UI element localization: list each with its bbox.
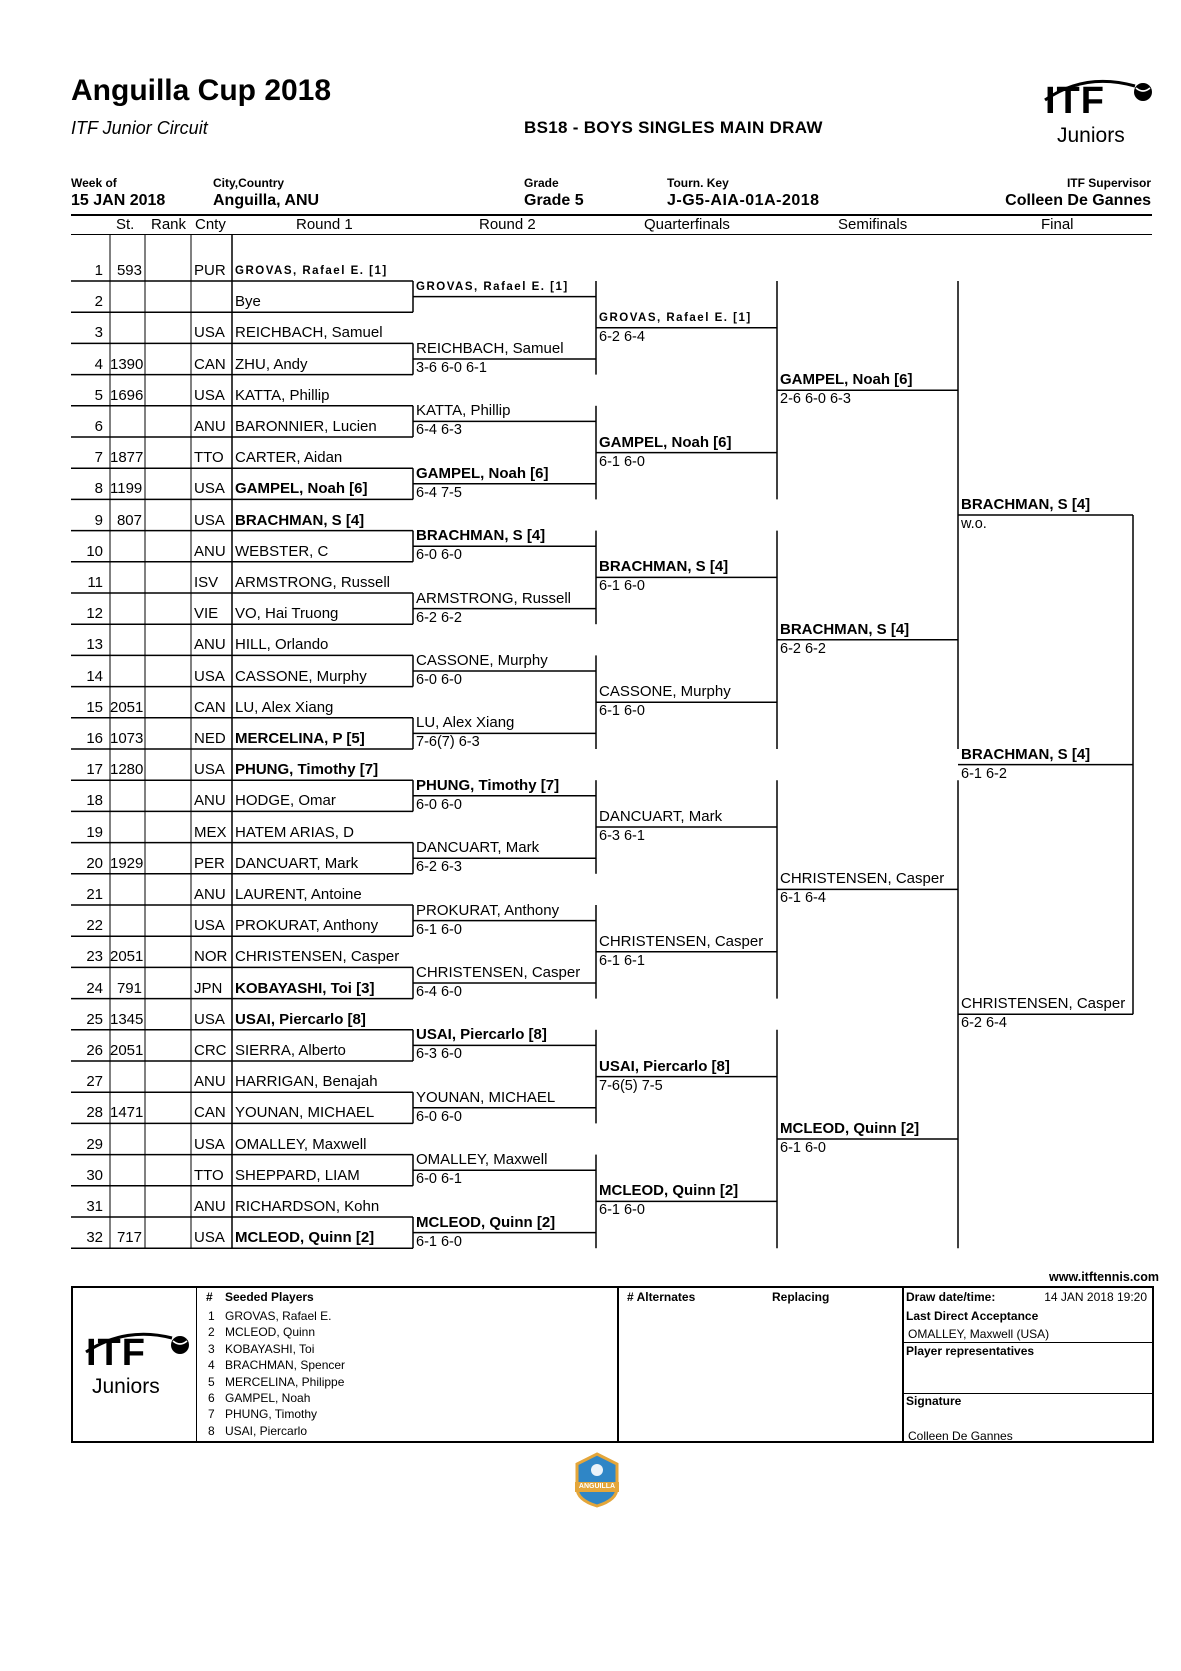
round2-score: 6-4 6-3 [416, 422, 462, 439]
round1-player: YOUNAN, MICHAEL [235, 1104, 375, 1122]
player-country: ANU [194, 792, 226, 810]
round1-player: ARMSTRONG, Russell [235, 574, 391, 591]
player-country: JPN [194, 979, 223, 997]
player-country: USA [194, 1135, 225, 1153]
draw-date-value: 14 JAN 2018 19:20 [1044, 1290, 1147, 1304]
draw-position: 19 [86, 823, 103, 841]
draw-position: 2 [94, 293, 103, 311]
draw-position: 16 [86, 730, 103, 747]
round2-player: MCLEOD, Quinn [2] [416, 1213, 556, 1231]
city-label: City,Country [213, 176, 285, 190]
player-country: TTO [194, 1166, 224, 1184]
player-rank: 1280 [110, 761, 144, 779]
draw-position: 26 [86, 1042, 103, 1059]
quarterfinals-score: 6-2 6-4 [599, 328, 645, 345]
col-round2: Round 2 [479, 216, 536, 233]
col-final: Final [1041, 216, 1074, 233]
anguilla-cup-badge [573, 1452, 621, 1508]
quarterfinals-player: GROVAS, Rafael E. [1] [599, 311, 752, 324]
player-country: CRC [194, 1042, 227, 1059]
player-country: USA [194, 386, 225, 404]
round2-score: 6-4 6-0 [416, 984, 462, 1000]
draw-position: 1 [94, 262, 103, 279]
player-rank: 717 [116, 1229, 142, 1247]
round1-player: HARRIGAN, Benajah [235, 1073, 378, 1091]
supervisor-label: ITF Supervisor [1066, 176, 1151, 190]
player-country: ANU [194, 636, 226, 654]
final-score: 6-2 6-4 [961, 1015, 1007, 1032]
seed-number: 6 [208, 1391, 215, 1405]
round2-score: 6-4 7-5 [416, 484, 462, 501]
draw-position: 24 [86, 979, 103, 997]
round1-player: BARONNIER, Lucien [235, 418, 377, 435]
reps-label: Player representatives [906, 1344, 1035, 1358]
seed-number: 4 [208, 1358, 215, 1373]
player-rank: 791 [116, 979, 142, 997]
round1-player: HILL, Orlando [235, 636, 329, 654]
draw-position: 27 [86, 1073, 103, 1091]
player-country: USA [194, 1010, 225, 1028]
player-rank: 1073 [110, 730, 144, 747]
final-score: w.o. [961, 516, 987, 532]
player-country: ANU [194, 418, 226, 435]
round1-player: RICHARDSON, Kohn [235, 1198, 380, 1215]
round1-player: GAMPEL, Noah [6] [235, 480, 368, 498]
col-rank: Rank [151, 216, 187, 233]
draw-position: 21 [86, 886, 103, 903]
seed-number: 3 [208, 1341, 215, 1356]
round2-score: 6-0 6-0 [416, 1108, 462, 1125]
quarterfinals-player: CASSONE, Murphy [599, 683, 731, 701]
player-rank: 1345 [110, 1010, 144, 1028]
round2-score: 6-1 6-0 [416, 921, 462, 938]
round2-score: 6-0 6-0 [416, 796, 462, 813]
round2-player: ARMSTRONG, Russell [416, 589, 572, 607]
draw-name: BS18 - BOYS SINGLES MAIN DRAW [524, 118, 823, 137]
footer-juniors-text: Juniors [92, 1375, 160, 1398]
player-country: NED [194, 730, 226, 747]
round1-player: REICHBACH, Samuel [235, 324, 383, 342]
player-rank: 1696 [110, 386, 144, 404]
seed-name: GAMPEL, Noah [225, 1391, 311, 1405]
col-st: St. [116, 216, 135, 233]
round2-score: 6-0 6-0 [416, 672, 462, 688]
replacing-title: Replacing [772, 1290, 830, 1304]
player-rank: 2051 [110, 698, 144, 716]
round1-player: SHEPPARD, LIAM [235, 1166, 360, 1184]
lda-label: Last Direct Acceptance [906, 1309, 1039, 1323]
player-country: PUR [194, 262, 226, 279]
itf-logo-text: ITF [1045, 80, 1105, 122]
semifinals-score: 6-2 6-2 [780, 640, 826, 657]
seed-name: MERCELINA, Philippe [225, 1374, 345, 1389]
footer-divider-2 [617, 1286, 619, 1443]
quarterfinals-player: DANCUART, Mark [599, 808, 723, 825]
seed-name: USAI, Piercarlo [225, 1423, 308, 1438]
round1-player: LU, Alex Xiang [235, 698, 334, 716]
player-rank: 593 [116, 262, 142, 279]
round2-player: CHRISTENSEN, Casper [416, 964, 581, 981]
draw-position: 14 [86, 667, 103, 685]
seeded-title: Seeded Players [225, 1290, 314, 1304]
city-value: Anguilla, ANU [213, 192, 320, 209]
player-rank: 1390 [110, 355, 144, 373]
seed-name: MCLEOD, Quinn [225, 1325, 316, 1340]
quarterfinals-player: BRACHMAN, S [4] [599, 558, 729, 576]
round2-player: USAI, Piercarlo [8] [416, 1026, 547, 1044]
round2-score: 6-0 6-0 [416, 547, 462, 564]
seed-name: KOBAYASHI, Toi [225, 1341, 315, 1356]
draw-position: 8 [94, 480, 103, 498]
draw-position: 17 [86, 761, 103, 779]
player-rank: 1929 [110, 854, 144, 872]
player-country: NOR [194, 948, 228, 966]
player-country: ANU [194, 886, 226, 903]
round2-score: 6-1 6-0 [416, 1233, 462, 1250]
footer-itf-text: ITF [86, 1332, 146, 1374]
col-quarterfinals: Quarterfinals [644, 216, 730, 233]
col-round1: Round 1 [296, 216, 353, 233]
draw-position: 10 [86, 542, 103, 560]
quarterfinals-score: 6-1 6-1 [599, 952, 645, 969]
draw-position: 22 [86, 917, 103, 935]
draw-position: 4 [94, 355, 103, 373]
draw-position: 23 [86, 948, 103, 966]
grade-label: Grade [524, 176, 559, 190]
semifinals-player: MCLEOD, Quinn [2] [780, 1120, 920, 1137]
signature-label: Signature [906, 1394, 962, 1408]
player-rank: 1199 [110, 480, 143, 498]
semifinals-player: BRACHMAN, S [4] [780, 620, 910, 638]
quarterfinals-player: MCLEOD, Quinn [2] [599, 1182, 739, 1200]
seed-number: 8 [208, 1423, 215, 1438]
player-country: MEX [194, 823, 227, 841]
player-country: PER [194, 854, 225, 872]
draw-position: 18 [86, 792, 103, 810]
quarterfinals-player: CHRISTENSEN, Casper [599, 932, 764, 950]
round1-player: KOBAYASHI, Toi [3] [235, 979, 375, 997]
quarterfinals-score: 6-1 6-0 [599, 703, 645, 720]
round1-player: BRACHMAN, S [4] [235, 511, 365, 529]
player-country: USA [194, 761, 225, 779]
semifinals-player: CHRISTENSEN, Casper [780, 870, 945, 888]
draw-position: 32 [86, 1229, 103, 1247]
round2-player: YOUNAN, MICHAEL [416, 1088, 556, 1106]
player-rank: 1877 [110, 449, 144, 467]
player-country: VIE [194, 605, 219, 623]
quarterfinals-score: 6-3 6-1 [599, 828, 645, 844]
player-country: USA [194, 324, 225, 342]
seed-number: 2 [208, 1325, 215, 1340]
round1-player: ZHU, Andy [235, 355, 308, 373]
round2-player: REICHBACH, Samuel [416, 340, 564, 357]
round2-player: GAMPEL, Noah [6] [416, 464, 549, 482]
round1-player: CASSONE, Murphy [235, 667, 367, 685]
grade-value: Grade 5 [524, 192, 584, 209]
round2-player: OMALLEY, Maxwell [416, 1151, 548, 1169]
player-country: ANU [194, 1073, 226, 1091]
seed-name: GROVAS, Rafael E. [225, 1309, 332, 1323]
lda-value: OMALLEY, Maxwell (USA) [908, 1327, 1050, 1341]
round2-player: LU, Alex Xiang [416, 714, 515, 732]
round2-player: PROKURAT, Anthony [416, 901, 560, 919]
player-country: CAN [194, 698, 226, 716]
round1-player: PROKURAT, Anthony [235, 917, 379, 935]
draw-position: 3 [94, 324, 103, 342]
week-label: Week of [71, 176, 117, 190]
round2-score: 6-0 6-1 [416, 1171, 462, 1188]
round1-player: MCLEOD, Quinn [2] [235, 1229, 375, 1247]
draw-position: 29 [86, 1135, 103, 1153]
tourn-key-value: J-G5-AIA-01A-2018 [667, 192, 820, 209]
quarterfinals-player: USAI, Piercarlo [8] [599, 1057, 730, 1075]
supervisor-value: Colleen De Gannes [1005, 192, 1151, 209]
draw-position: 20 [86, 854, 103, 872]
seed-name: PHUNG, Timothy [225, 1407, 318, 1422]
quarterfinals-score: 6-1 6-0 [599, 1202, 645, 1219]
page-title: Anguilla Cup 2018 [71, 74, 332, 107]
champion-score: 6-1 6-2 [961, 765, 1007, 782]
anguilla-badge-text: ANGUILLA [578, 1483, 616, 1490]
round1-player: OMALLEY, Maxwell [235, 1135, 367, 1153]
draw-position: 7 [94, 449, 103, 467]
footer-divider-1 [196, 1286, 197, 1443]
round2-player: PHUNG, Timothy [7] [416, 776, 560, 794]
seeded-hash: # [206, 1290, 213, 1304]
player-rank: 2051 [110, 1042, 144, 1059]
round2-score: 6-2 6-3 [416, 859, 462, 876]
draw-position: 6 [94, 418, 103, 435]
draw-position: 12 [86, 605, 103, 623]
tourn-key-label: Tourn. Key [667, 176, 729, 190]
page-subtitle: ITF Junior Circuit [71, 118, 208, 138]
round2-score: 3-6 6-0 6-1 [416, 360, 487, 376]
round2-player: BRACHMAN, S [4] [416, 527, 546, 545]
alternates-title: # Alternates [627, 1290, 696, 1304]
round1-player: MERCELINA, P [5] [235, 730, 365, 747]
champion-player: BRACHMAN, S [4] [961, 745, 1091, 763]
semifinals-score: 6-1 6-0 [780, 1140, 826, 1156]
draw-position: 28 [86, 1104, 103, 1122]
website: www.itftennis.com [1049, 1270, 1159, 1284]
semifinals-score: 2-6 6-0 6-3 [780, 391, 851, 408]
seed-number: 7 [208, 1407, 215, 1422]
week-value: 15 JAN 2018 [71, 192, 166, 209]
round1-player: Bye [235, 293, 261, 311]
draw-position: 15 [86, 698, 103, 716]
round1-player: DANCUART, Mark [235, 854, 359, 872]
draw-position: 30 [86, 1166, 103, 1184]
signature-value: Colleen De Gannes [908, 1429, 1013, 1443]
round1-player: HATEM ARIAS, D [235, 823, 354, 841]
seed-number: 5 [208, 1374, 215, 1389]
quarterfinals-player: GAMPEL, Noah [6] [599, 433, 732, 451]
final-player: CHRISTENSEN, Casper [961, 995, 1126, 1013]
footer-itf-juniors-logo [80, 1324, 190, 1404]
round1-player: GROVAS, Rafael E. [1] [235, 265, 388, 277]
draw-position: 9 [94, 511, 103, 529]
seed-number: 1 [208, 1309, 215, 1323]
round2-player: CASSONE, Murphy [416, 652, 548, 669]
player-country: USA [194, 917, 225, 935]
player-country: ANU [194, 542, 226, 560]
quarterfinals-score: 7-6(5) 7-5 [599, 1077, 663, 1094]
round1-player: PHUNG, Timothy [7] [235, 761, 379, 779]
round2-score: 7-6(7) 6-3 [416, 734, 480, 751]
player-country: TTO [194, 449, 224, 467]
player-rank: 807 [116, 511, 142, 529]
round2-score: 6-2 6-2 [416, 609, 462, 626]
round1-player: CHRISTENSEN, Casper [235, 948, 400, 966]
round2-player: DANCUART, Mark [416, 839, 540, 857]
round2-score: 6-3 6-0 [416, 1046, 462, 1063]
juniors-logo-text: Juniors [1057, 124, 1125, 147]
player-rank: 2051 [110, 948, 144, 966]
draw-date-label: Draw date/time: [906, 1290, 996, 1304]
player-country: USA [194, 667, 225, 685]
player-country: ISV [194, 574, 219, 591]
draw-position: 5 [94, 386, 103, 404]
draw-position: 25 [86, 1010, 103, 1028]
col-cnty: Cnty [195, 216, 226, 233]
round1-player: USAI, Piercarlo [8] [235, 1010, 366, 1028]
player-country: ANU [194, 1198, 226, 1215]
round2-player: KATTA, Phillip [416, 402, 511, 420]
final-player: BRACHMAN, S [4] [961, 496, 1091, 513]
player-country: USA [194, 1229, 225, 1247]
semifinals-player: GAMPEL, Noah [6] [780, 371, 913, 389]
player-country: CAN [194, 355, 226, 373]
round1-player: LAURENT, Antoine [235, 886, 362, 903]
round1-player: KATTA, Phillip [235, 386, 330, 404]
round2-player: GROVAS, Rafael E. [1] [416, 280, 569, 293]
draw-position: 31 [86, 1198, 103, 1215]
anguilla-badge-icon [573, 1452, 621, 1508]
player-country: USA [194, 511, 225, 529]
round1-player: HODGE, Omar [235, 792, 336, 810]
player-country: CAN [194, 1104, 226, 1122]
player-rank: 1471 [110, 1104, 144, 1122]
round1-player: WEBSTER, C [235, 542, 329, 560]
col-semifinals: Semifinals [838, 216, 908, 233]
draw-position: 13 [86, 636, 103, 654]
quarterfinals-score: 6-1 6-0 [599, 578, 645, 595]
round1-player: VO, Hai Truong [235, 605, 339, 623]
semifinals-score: 6-1 6-4 [780, 890, 826, 907]
round1-player: SIERRA, Alberto [235, 1042, 346, 1059]
draw-position: 11 [87, 574, 103, 591]
quarterfinals-score: 6-1 6-0 [599, 453, 645, 470]
round1-player: CARTER, Aidan [235, 449, 343, 467]
seed-name: BRACHMAN, Spencer [225, 1358, 346, 1373]
player-country: USA [194, 480, 225, 498]
